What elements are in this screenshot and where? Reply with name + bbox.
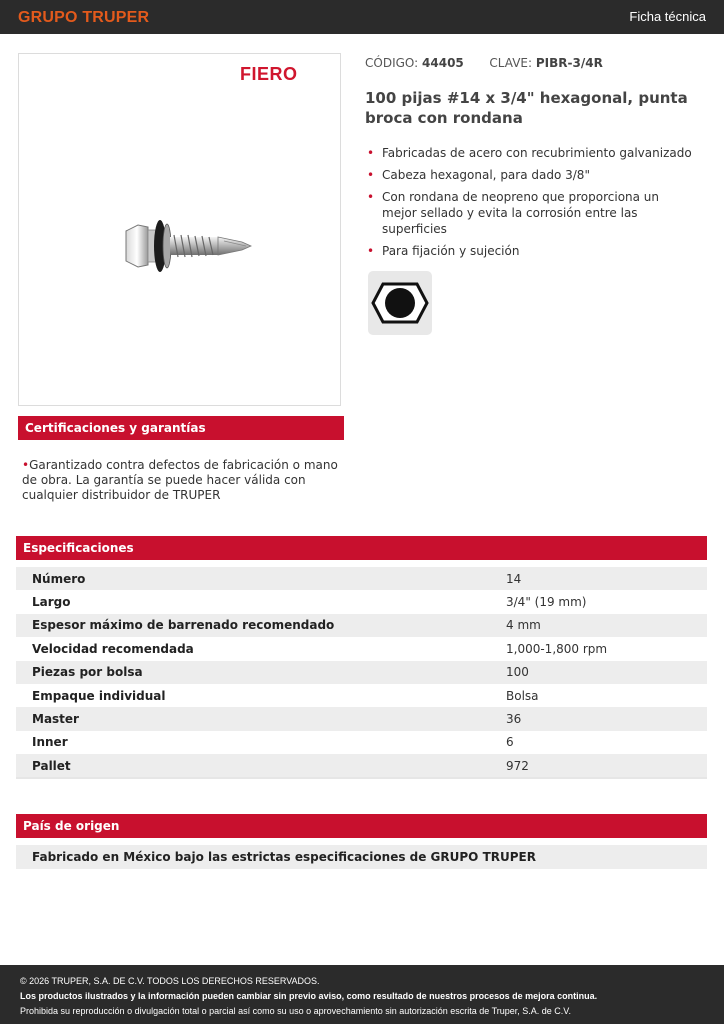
table-row — [16, 661, 707, 684]
fiero-logo: FIERO — [240, 64, 298, 84]
spec-label: Velocidad recomendada — [32, 641, 194, 656]
product-title: 100 pijas #14 x 3/4" hexagonal, punta broca con rondana — [365, 89, 688, 127]
table-row — [16, 567, 707, 590]
specifications-header: Especificaciones — [16, 536, 707, 560]
spec-value: 972 — [506, 758, 529, 773]
table-row — [16, 614, 707, 637]
spec-label: Piezas por bolsa — [32, 665, 143, 680]
table-row — [16, 590, 707, 613]
spec-value: 4 mm — [506, 618, 541, 633]
feature-item: • Con rondana de neopreno que proporciona un mejor sellado y evita la corrosión entre las superficies — [367, 190, 660, 236]
legal-text: Prohibida su reproducción o divulgación total o parcial así como su uso o aprovechamiento sin autorización escrita de Truper, S.A. de C.V. — [20, 1006, 571, 1016]
table-row — [16, 731, 707, 754]
spec-value: Bolsa — [506, 688, 539, 703]
product-code: 44405 — [422, 56, 464, 70]
screw-image — [124, 209, 254, 284]
document-type: Ficha técnica — [629, 9, 706, 24]
footer — [0, 965, 724, 1024]
table-row — [16, 754, 707, 777]
feature-item: • Fabricadas de acero con recubrimiento galvanizado — [367, 146, 692, 160]
spec-label: Número — [32, 571, 86, 586]
spec-value: 14 — [506, 571, 522, 586]
feature-item: • Para fijación y sujeción — [367, 244, 520, 258]
origin-header: País de origen — [16, 814, 707, 838]
certifications-header: Certificaciones y garantías — [18, 416, 344, 440]
specifications-table — [16, 567, 707, 778]
hex-head-icon — [368, 271, 432, 335]
spec-label: Espesor máximo de barrenado recomendado — [32, 618, 335, 633]
copyright-text: © 2026 TRUPER, S.A. DE C.V. TODOS LOS DERECHOS RESERVADOS. — [20, 976, 320, 986]
disclaimer-text: Los productos ilustrados y la información pueden cambiar sin previo aviso, como resultado de nuestros procesos de mejora continua. — [20, 991, 598, 1001]
feature-list — [367, 145, 697, 265]
spec-value: 100 — [506, 665, 529, 680]
product-codes — [365, 56, 603, 70]
product-key: PIBR-3/4R — [535, 56, 603, 70]
top-bar — [0, 0, 724, 34]
origin-text: Fabricado en México bajo las estrictas especificaciones de GRUPO TRUPER — [16, 845, 707, 869]
spec-value: 6 — [506, 735, 514, 750]
feature-item: • Cabeza hexagonal, para dado 3/8" — [367, 168, 590, 182]
table-row — [16, 707, 707, 730]
product-image-panel — [18, 53, 341, 406]
table-row — [16, 684, 707, 707]
brand-logo[interactable]: GRUPO TRUPER — [18, 9, 150, 26]
spec-label: Master — [32, 712, 79, 727]
code-label: CÓDIGO: — [365, 56, 419, 70]
warranty-text: •Garantizado contra defectos de fabricación o mano de obra. La garantía se puede hacer válida con cualquier distribuidor de TRUPER — [22, 458, 338, 502]
spec-value: 3/4" (19 mm) — [506, 595, 587, 610]
spec-value: 1,000-1,800 rpm — [506, 641, 608, 656]
table-divider — [16, 777, 707, 779]
spec-value: 36 — [506, 712, 522, 727]
spec-label: Largo — [32, 595, 71, 610]
spec-label: Inner — [32, 735, 68, 750]
spec-label: Pallet — [32, 758, 71, 773]
spec-label: Empaque individual — [32, 688, 166, 703]
key-label: CLAVE: — [489, 56, 533, 70]
table-row — [16, 637, 707, 660]
